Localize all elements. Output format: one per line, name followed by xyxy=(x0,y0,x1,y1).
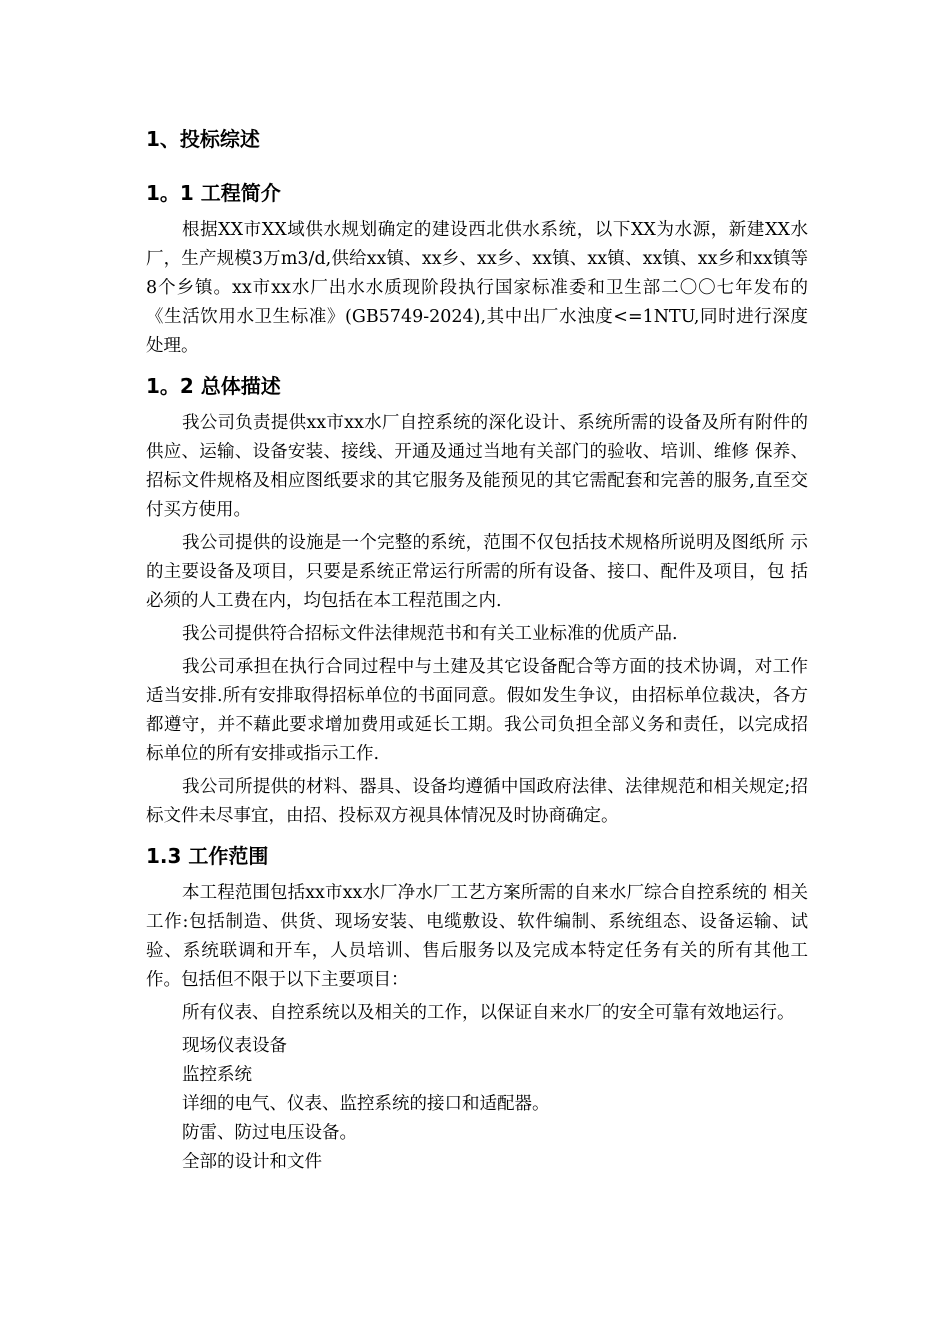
list-item: 监控系统 xyxy=(182,1065,252,1085)
section-overall-description xyxy=(146,371,808,831)
scope-item-list xyxy=(146,1032,808,1177)
section-project-intro xyxy=(146,178,808,361)
list-item: 现场仪表设备 xyxy=(182,1036,287,1056)
document-body xyxy=(146,120,808,1177)
paragraph: 我公司承担在执行合同过程中与土建及其它设备配合等方面的技术协调，对工作适当安排.所有安排取得招标单位的书面同意。假如发生争议，由招标单位裁决，各方都遵守，并不藉此要求增加费用或延长工期。我公司负担全部义务和责任，以完成招标单位的所有安排或指示工作. xyxy=(146,657,808,764)
paragraph: 我公司提供符合招标文件法律规范书和有关工业标准的优质产品. xyxy=(182,624,678,644)
document-title: 1、投标综述 xyxy=(146,127,260,151)
section-heading: 1。2 总体描述 xyxy=(146,374,281,398)
list-item: 全部的设计和文件 xyxy=(182,1152,322,1172)
paragraph: 我公司所提供的材料、器具、设备均遵循中国政府法律、法律规范和相关规定;招标文件未尽事宜，由招、投标双方视具体情况及时协商确定。 xyxy=(146,777,808,826)
list-item: 防雷、防过电压设备。 xyxy=(182,1123,357,1143)
paragraph: 我公司负责提供xx市xx水厂自控系统的深化设计、系统所需的设备及所有附件的供应、运输、设备安装、接线、开通及通过当地有关部门的验收、培训、维修 保养、招标文件规格及相应图纸要求的其它服务及能预见的其它需配套和完善的服务,直至交付买方使用。 xyxy=(146,413,808,520)
paragraph: 所有仪表、自控系统以及相关的工作，以保证自来水厂的安全可靠有效地运行。 xyxy=(182,1003,795,1023)
paragraph: 我公司提供的设施是一个完整的系统，范围不仅包括技术规格所说明及图纸所 示的主要设备及项目，只要是系统正常运行所需的所有设备、接口、配件及项目，包 括必须的人工费在内，均包括在本工程范围之内. xyxy=(146,533,808,611)
list-item: 详细的电气、仪表、监控系统的接口和适配器。 xyxy=(182,1094,550,1114)
section-heading: 1.3 工作范围 xyxy=(146,844,269,868)
paragraph: 本工程范围包括xx市xx水厂净水厂工艺方案所需的自来水厂综合自控系统的 相关工作:包括制造、供货、现场安装、电缆敷设、软件编制、系统组态、设备运输、试验、系统联调和开车，人员培训、售后服务以及完成本特定任务有关的所有其他工作。包括但不限于以下主要项目： xyxy=(146,883,808,990)
section-heading: 1。1 工程简介 xyxy=(146,181,281,205)
section-work-scope xyxy=(146,841,808,1177)
paragraph: 根据XX市XX域供水规划确定的建设西北供水系统，以下XX为水源，新建XX水厂，生产规模3万m3/d,供给xx镇、xx乡、xx乡、xx镇、xx镇、xx镇、xx乡和xx镇等8个乡镇。xx市xx水厂出水水质现阶段执行国家标准委和卫生部二〇〇七年发布的《生活饮用水卫生标准》(GB5749-2024),其中出厂水浊度<=1NTU,同时进行深度处理。 xyxy=(146,220,808,356)
